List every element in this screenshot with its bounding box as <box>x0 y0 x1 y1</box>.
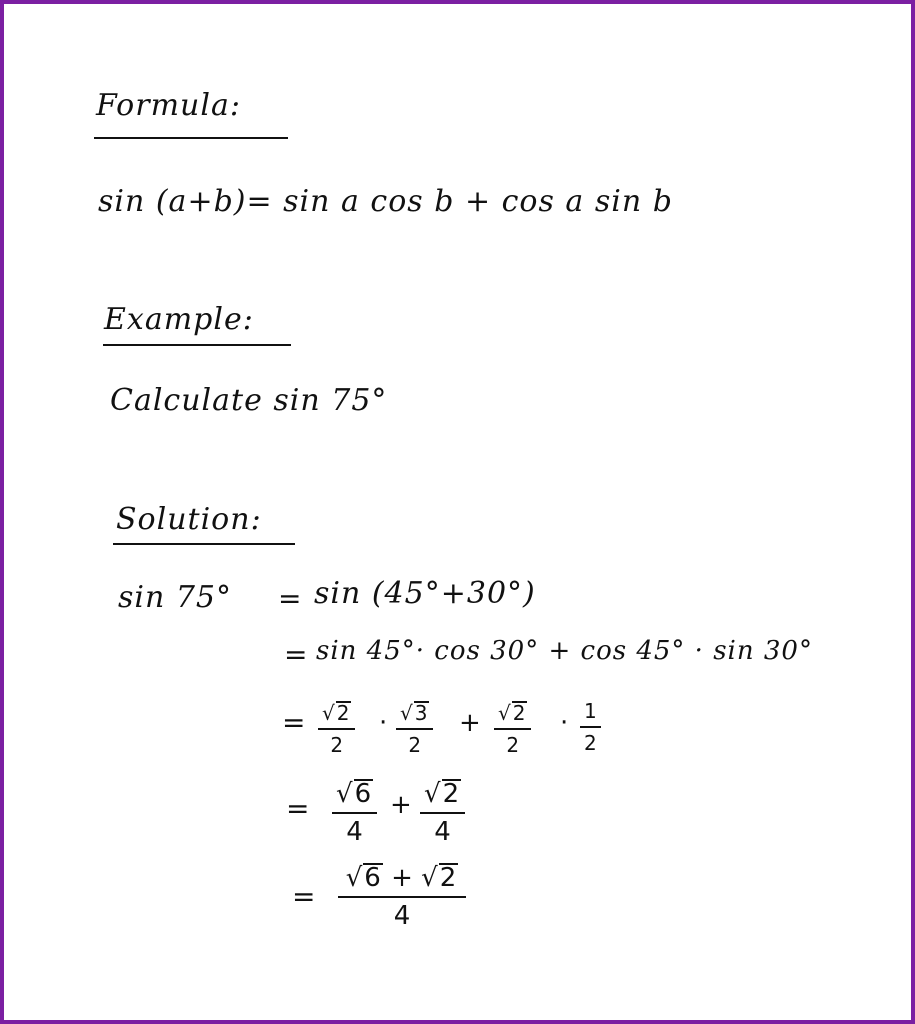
sqrt-radicand: 3 <box>414 701 428 725</box>
formula-heading-underline <box>94 137 288 139</box>
solution-step5-equals: = <box>292 880 316 913</box>
solution-step1-equals: = <box>278 582 302 615</box>
fraction-denominator: 4 <box>393 901 411 931</box>
solution-step1-lhs: sin 75° <box>118 580 233 615</box>
solution-step3-dot-1: · <box>379 708 388 738</box>
sqrt-radicand: 2 <box>442 779 460 809</box>
solution-heading: Solution: <box>116 502 262 537</box>
example-heading: Example: <box>104 302 254 337</box>
fraction-denominator: 2 <box>506 733 520 757</box>
solution-step2-equals: = <box>284 638 308 671</box>
solution-heading-underline <box>113 543 295 545</box>
example-task: Calculate sin 75° <box>110 383 388 418</box>
solution-step5-final-fraction: √6 + √2 4 <box>338 862 466 930</box>
fraction-denominator: 4 <box>434 817 451 847</box>
formula-statement: sin (a+b)= sin a cos b + cos a sin b <box>98 184 673 219</box>
final-numerator-plus: + <box>391 863 413 893</box>
solution-step3-fraction-sqrt3-over-2: √ 3 2 <box>396 700 433 756</box>
fraction-denominator: 2 <box>408 733 422 757</box>
fraction-denominator: 2 <box>330 733 344 757</box>
sqrt-radicand: 2 <box>439 863 457 893</box>
solution-step4-fraction-sqrt6-over-4: √6 4 <box>332 778 377 846</box>
solution-step4-equals: = <box>286 792 310 825</box>
solution-step2-rhs: sin 45°· cos 30° + cos 45° · sin 30° <box>316 636 813 666</box>
solution-step4-plus: + <box>390 790 412 820</box>
example-heading-underline <box>103 344 291 346</box>
solution-step3-fraction-sqrt2-over-2-b: √ 2 2 <box>494 700 531 756</box>
fraction-denominator: 4 <box>346 817 363 847</box>
sqrt-radicand: 2 <box>336 701 350 725</box>
fraction-numerator: 1 <box>584 699 597 723</box>
solution-step3-dot-2: · <box>560 708 569 738</box>
solution-step3-equals: = <box>282 706 306 739</box>
sqrt-radicand: 6 <box>354 779 372 809</box>
solution-step3-fraction-1-over-2 <box>580 700 601 754</box>
solution-step1-rhs: sin (45°+30°) <box>314 576 536 611</box>
solution-step4-fraction-sqrt2-over-4: √2 4 <box>420 778 465 846</box>
sqrt-radicand: 2 <box>512 701 526 725</box>
fraction-denominator: 2 <box>584 731 597 755</box>
solution-step3-plus: + <box>459 708 481 738</box>
formula-heading: Formula: <box>96 88 241 123</box>
solution-step3-fraction-sqrt2-over-2-a: √ 2 2 <box>318 700 355 756</box>
sqrt-radicand: 6 <box>364 863 381 893</box>
